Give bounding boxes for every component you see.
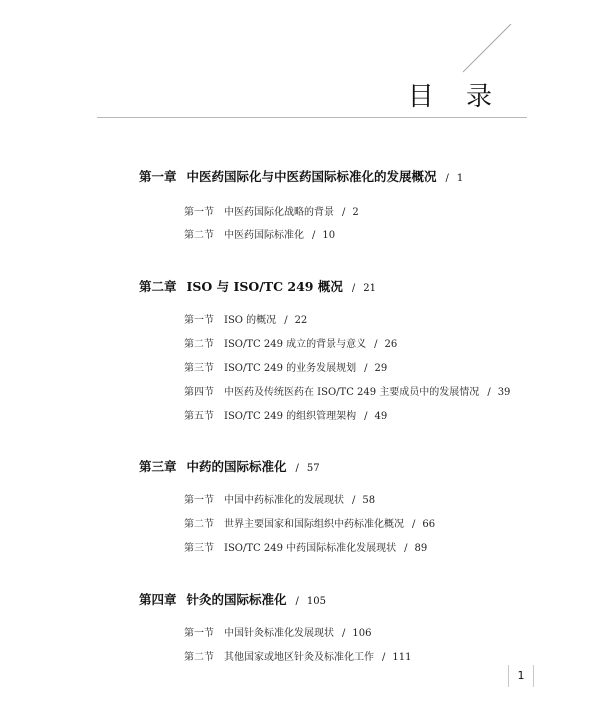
page-separator: /	[487, 387, 491, 398]
section-title: 中医药及传统医药在 ISO/TC 249 主要成员中的发展情况	[224, 387, 480, 398]
toc-section-2-4[interactable]	[184, 383, 510, 398]
section-title: ISO/TC 249 的组织管理架构	[224, 411, 357, 422]
chapter-page-number: 105	[306, 596, 326, 607]
page-number-folio: 1	[508, 665, 534, 687]
section-number: 第一节	[184, 495, 214, 506]
chapter-number: 第四章	[139, 592, 177, 607]
section-page-number: 111	[392, 652, 412, 663]
section-number: 第二节	[184, 339, 214, 350]
section-number: 第四节	[184, 387, 214, 398]
section-page-number: 2	[352, 207, 359, 218]
chapter-page-number: 1	[456, 173, 464, 184]
chapter-title: 针灸的国际标准化	[186, 592, 287, 607]
toc-section-1-1[interactable]	[184, 203, 359, 218]
page-separator: /	[404, 543, 408, 554]
chapter-number: 第三章	[139, 459, 177, 474]
section-number: 第一节	[184, 315, 214, 326]
toc-section-2-5[interactable]	[184, 407, 387, 422]
toc-section-4-2[interactable]	[184, 648, 411, 663]
section-number: 第五节	[184, 411, 214, 422]
page-separator: /	[364, 411, 368, 422]
section-number: 第一节	[184, 628, 214, 639]
toc-section-3-1[interactable]	[184, 491, 375, 506]
chapter-title: ISO 与 ISO/TC 249 概况	[186, 279, 343, 294]
section-number: 第三节	[184, 543, 214, 554]
section-title: 中国针灸标准化发展现状	[224, 628, 334, 639]
toc-chapter-3[interactable]	[139, 457, 320, 475]
section-number: 第一节	[184, 207, 214, 218]
toc-chapter-1[interactable]	[139, 167, 463, 185]
page-title: 目 录	[407, 82, 504, 112]
toc-section-2-3[interactable]	[184, 359, 387, 374]
page-separator: /	[351, 283, 356, 294]
section-title: 中医药国际化战略的背景	[224, 207, 334, 218]
toc-chapter-4[interactable]	[139, 590, 326, 608]
section-number: 第二节	[184, 519, 214, 530]
toc-section-2-1[interactable]	[184, 311, 307, 326]
chapter-title: 中医药国际化与中医药国际标准化的发展概况	[186, 169, 437, 184]
section-title: ISO 的概况	[224, 315, 277, 326]
toc-section-4-1[interactable]	[184, 624, 371, 639]
section-page-number: 89	[414, 543, 428, 554]
section-page-number: 29	[374, 363, 388, 374]
page-separator: /	[374, 339, 378, 350]
chapter-page-number: 21	[363, 283, 376, 294]
section-title: 中医药国际标准化	[224, 230, 304, 241]
chapter-number: 第一章	[139, 169, 177, 184]
toc-section-1-2[interactable]	[184, 226, 335, 241]
section-title: 中国中药标准化的发展现状	[224, 495, 344, 506]
toc-section-2-2[interactable]	[184, 335, 397, 350]
page-separator: /	[342, 207, 346, 218]
section-page-number: 10	[322, 230, 336, 241]
section-title: 世界主要国家和国际组织中药标准化概况	[224, 519, 404, 530]
page-separator: /	[342, 628, 346, 639]
page-separator: /	[312, 230, 316, 241]
section-number: 第二节	[184, 652, 214, 663]
chapter-number: 第二章	[139, 279, 177, 294]
page-separator: /	[412, 519, 416, 530]
chapter-page-number: 57	[306, 463, 320, 474]
chapter-title: 中药的国际标准化	[186, 459, 287, 474]
section-page-number: 106	[352, 628, 372, 639]
page-separator: /	[364, 363, 368, 374]
section-number: 第三节	[184, 363, 214, 374]
page-separator: /	[352, 495, 356, 506]
section-title: ISO/TC 249 成立的背景与意义	[224, 339, 367, 350]
section-page-number: 49	[374, 411, 388, 422]
section-title: 其他国家或地区针灸及标准化工作	[224, 652, 374, 663]
page-separator: /	[284, 315, 288, 326]
section-title: ISO/TC 249 的业务发展规划	[224, 363, 357, 374]
section-number: 第二节	[184, 230, 214, 241]
toc-section-3-2[interactable]	[184, 515, 435, 530]
section-title: ISO/TC 249 中药国际标准化发展现状	[224, 543, 397, 554]
page-separator: /	[295, 463, 299, 474]
section-page-number: 22	[294, 315, 308, 326]
section-page-number: 39	[497, 387, 511, 398]
section-page-number: 26	[384, 339, 398, 350]
section-page-number: 58	[362, 495, 376, 506]
toc-chapter-2[interactable]	[139, 277, 376, 295]
toc-section-3-3[interactable]	[184, 539, 427, 554]
page-separator: /	[445, 173, 449, 184]
page-separator: /	[382, 652, 386, 663]
section-page-number: 66	[422, 519, 436, 530]
page-separator: /	[295, 596, 299, 607]
